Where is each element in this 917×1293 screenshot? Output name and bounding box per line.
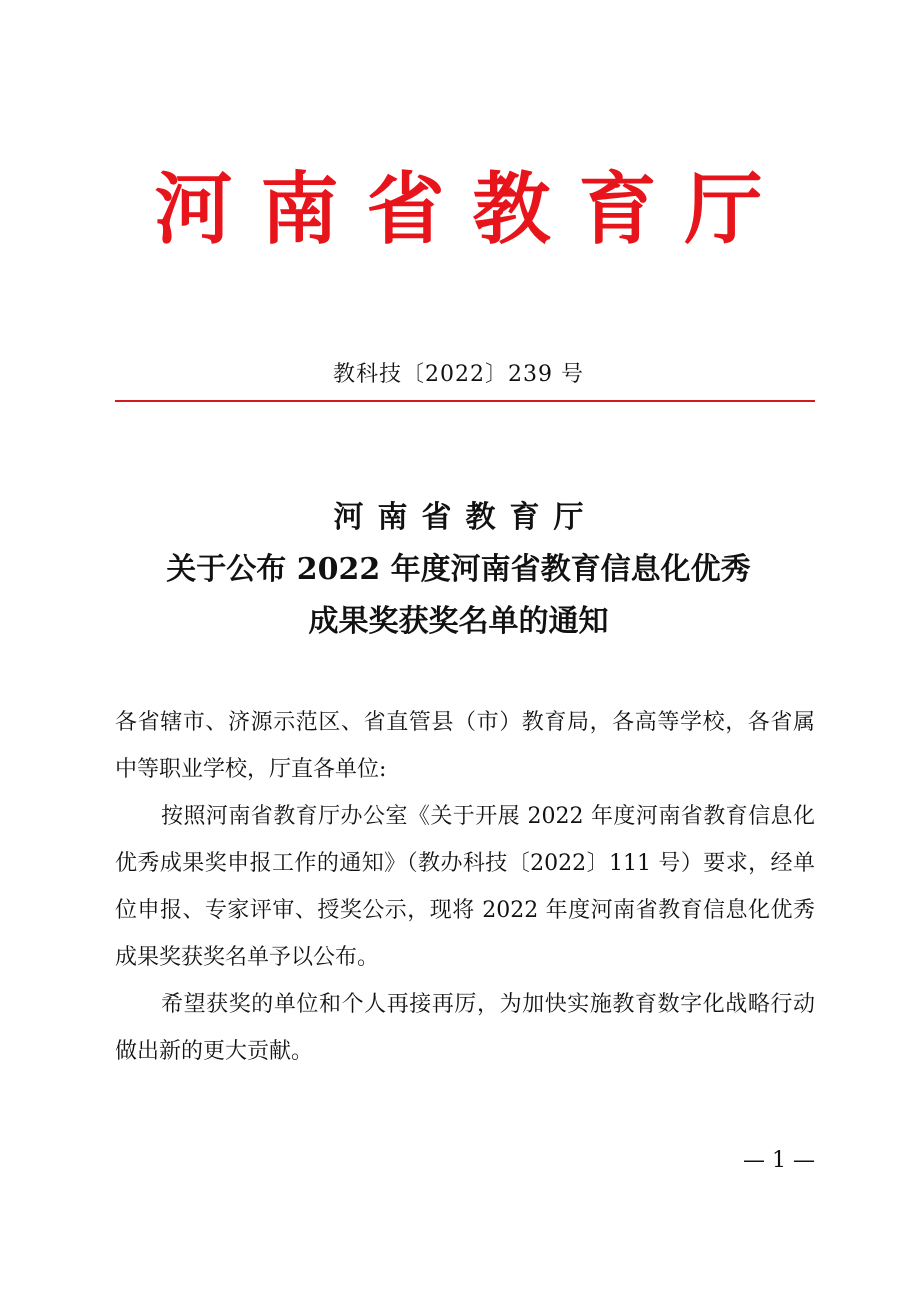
notice-title [0,492,917,648]
notice-body [115,699,815,1075]
salutation: 各省辖市、济源示范区、省直管县（市）教育局，各高等学校，各省属中等职业学校，厅直各单位: [115,710,815,782]
letterhead-title: 河南省教育厅 [154,164,791,255]
title-issuer-line: 河南省教育厅 [333,500,598,535]
body-paragraph-1: 按照河南省教育厅办公室《关于开展 2022 年度河南省教育信息化优秀成果奖申报工作的通知》（教办科技〔2022〕111 号）要求，经单位申报、专家评审、授奖公示，现将 2022 年度河南省教育信息化优秀成果奖获奖名单予以公布。 [115,804,815,970]
red-divider-line [115,400,815,402]
title-subject-line-2: 成果奖获奖名单的通知 [308,604,609,639]
body-paragraph-2: 希望获奖的单位和个人再接再厉，为加快实施教育数字化战略行动做出新的更大贡献。 [115,992,815,1064]
title-subject-line-1: 关于公布 2022 年度河南省教育信息化优秀 [166,552,751,587]
document-number: 教科技〔2022〕239 号 [333,362,584,387]
page-number: — 1 — [743,1148,815,1173]
